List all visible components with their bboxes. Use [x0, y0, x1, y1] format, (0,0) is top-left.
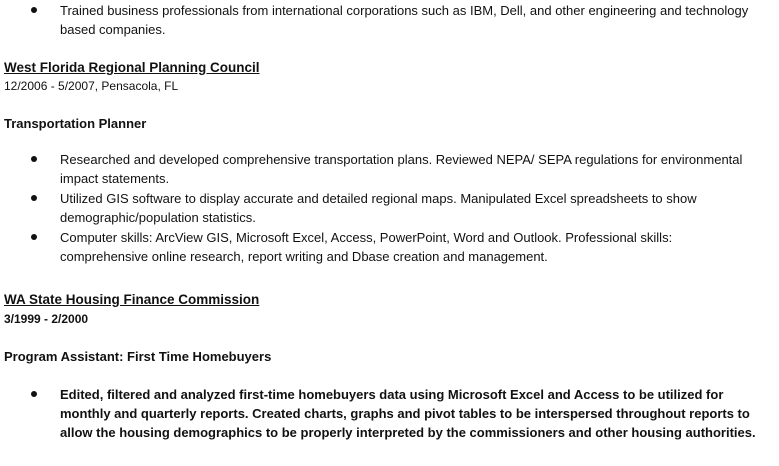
bullet-text: Edited, filtered and analyzed first-time homebuyers data using Microsoft Excel and Access to be utilized for monthly and quarterly reports. Created charts, graphs and pivot tables to be interspersed throughout reports to allow the housing demographics to be properly interpreted by the commissioners and other housing authorities. — [60, 387, 756, 440]
bullet-text: Trained business professionals from international corporations such as IBM, Dell, and other engineering and technology based companies. — [60, 3, 749, 37]
job-title: Transportation Planner — [4, 116, 147, 131]
organization-name: West Florida Regional Planning Council — [4, 60, 260, 75]
dates: 3/1999 - 2/2000 — [4, 312, 89, 326]
bullet-text: Computer skills: ArcView GIS, Microsoft Excel, Access, PowerPoint, Word and Outlook. Professional skills: comprehensive online research, report writing and Dbase creation and management. — [60, 230, 673, 264]
dates-location: 12/2006 - 5/2007, Pensacola, FL — [4, 79, 179, 93]
bullet-icon — [31, 7, 37, 13]
bullet-icon — [31, 195, 37, 201]
job-title: Program Assistant: First Time Homebuyers — [4, 349, 272, 364]
bullet-icon — [31, 391, 37, 397]
bullet-text: Researched and developed comprehensive transportation plans. Reviewed NEPA/ SEPA regulations for environmental impact statements. — [60, 152, 743, 186]
organization-name: WA State Housing Finance Commission — [4, 292, 260, 307]
bullet-icon — [31, 156, 37, 162]
bullet-icon — [31, 234, 37, 240]
bullet-text: Utilized GIS software to display accurate and detailed regional maps. Manipulated Excel spreadsheets to show demographic/population statistics. — [60, 191, 697, 225]
